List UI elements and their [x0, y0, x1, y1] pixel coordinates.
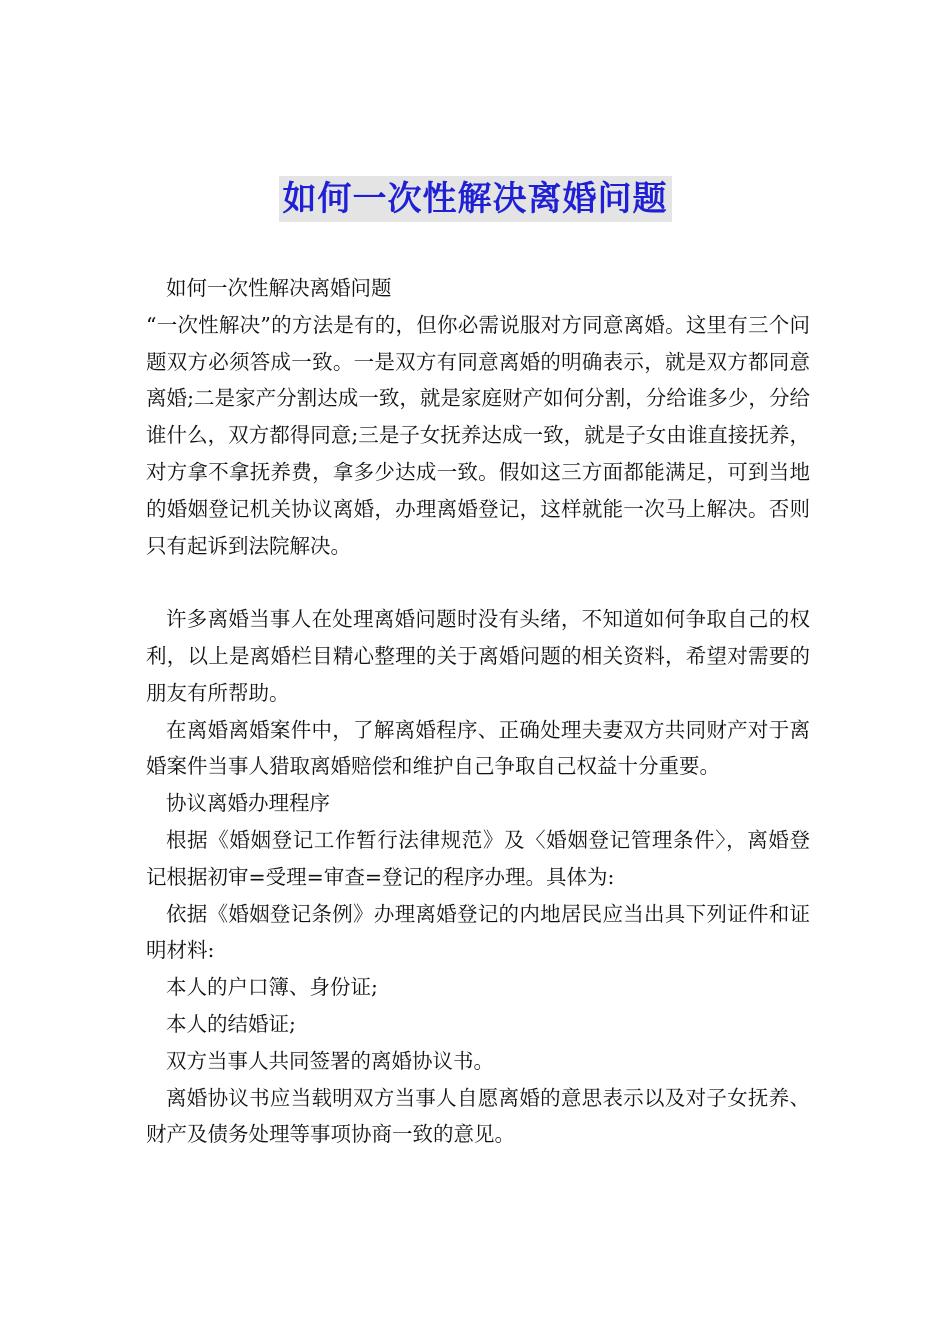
list-item-household-id: 本人的户口簿、身份证; — [166, 975, 378, 1000]
list-item-divorce-agreement: 双方当事人共同签署的离婚协议书。 — [166, 1048, 494, 1073]
title-container — [0, 176, 950, 222]
paragraph-required-documents: 依据《婚姻登记条例》办理离婚登记的内地居民应当出具下列证件和证明材料: — [146, 901, 810, 963]
paragraph-agreement-content: 离婚协议书应当载明双方当事人自愿离婚的意思表示以及对子女抚养、财产及债务处理等事项协商一致的意见。 — [146, 1085, 810, 1147]
paragraph-gap — [146, 564, 810, 601]
paragraph-procedure-heading: 协议离婚办理程序 — [166, 791, 330, 816]
paragraph-intro-help: 许多离婚当事人在处理离婚问题时没有头绪，不知道如何争取自己的权利，以上是离婚栏目精心整理的关于离婚问题的相关资料，希望对需要的朋友有所帮助。 — [146, 607, 810, 705]
paragraph-one-time-solution: “一次性解决”的方法是有的，但你必需说服对方同意离婚。这里有三个问题双方必须答成一致。一是双方有同意离婚的明确表示，就是双方都同意离婚;二是家产分割达成一致，就是家庭财产如何分割，分给谁多少，分给谁什么，双方都得同意;三是子女抚养达成一致，就是子女由谁直接抚养，对方拿不拿抚养费，拿多少达成一致。假如这三方面都能满足，可到当地的婚姻登记机关协议离婚，办理离婚登记，这样就能一次马上解决。否则只有起诉到法院解决。 — [146, 312, 810, 558]
document-title: 如何一次性解决离婚问题 — [279, 176, 672, 222]
paragraph-divorce-cases: 在离婚离婚案件中，了解离婚程序、正确处理夫妻双方共同财产对于离婚案件当事人猎取离婚赔偿和维护自己争取自己权益十分重要。 — [146, 717, 810, 779]
document-body — [146, 270, 810, 1153]
paragraph-procedure-basis: 根据《婚姻登记工作暂行法律规范》及〈婚姻登记管理条件〉，离婚登记根据初审=受理=审查=登记的程序办理。具体为: — [146, 827, 810, 889]
paragraph-heading: 如何一次性解决离婚问题 — [166, 276, 392, 300]
list-item-marriage-certificate: 本人的结婚证; — [166, 1011, 296, 1036]
